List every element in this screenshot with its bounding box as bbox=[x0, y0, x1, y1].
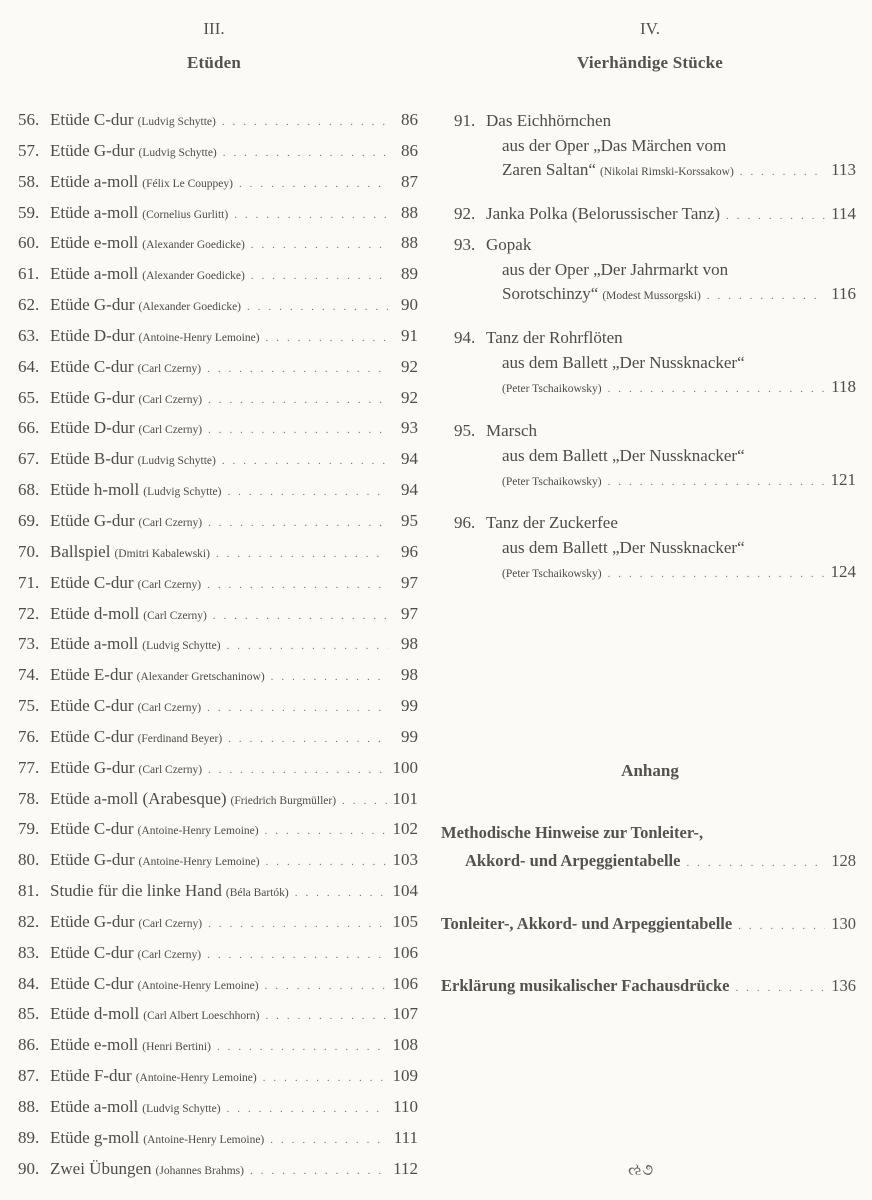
entry-number: 72. bbox=[18, 603, 40, 623]
toc-entry-91[interactable]: 91. Das Eichhörnchen aus der Oper „Das Märchen vom Zaren Saltan“ (Nikolai Rimski-Korssakow) . . . 113 bbox=[454, 111, 856, 185]
page-number: 99 bbox=[401, 696, 418, 716]
entry-title: Etüde B-dur bbox=[50, 449, 134, 469]
entry-composer: (Dmitri Kabalewski) bbox=[114, 547, 210, 560]
dot-leader bbox=[266, 856, 387, 868]
entry-composer: (Carl Czerny) bbox=[138, 516, 203, 529]
toc-entry-72[interactable] bbox=[18, 604, 418, 635]
entry-number: 76. bbox=[18, 726, 40, 746]
entry-number: 89. bbox=[18, 1127, 40, 1147]
toc-entry-69[interactable] bbox=[18, 511, 418, 542]
dot-leader bbox=[265, 980, 387, 992]
page-number: 107 bbox=[392, 1004, 418, 1024]
page-number: 94 bbox=[401, 480, 418, 500]
dot-leader bbox=[726, 210, 825, 222]
toc-entry-59[interactable] bbox=[18, 203, 418, 234]
page-number: 130 bbox=[831, 914, 856, 933]
entry-number: 61. bbox=[18, 264, 40, 284]
page-number: 97 bbox=[401, 603, 418, 623]
page-number: 88 bbox=[401, 202, 418, 222]
page-number: 88 bbox=[401, 233, 418, 253]
toc-entry-94[interactable]: 94. Tanz der Rohrflöten aus dem Ballett „Der Nussknacker“ (Peter Tschaikowsky) . . . 118 bbox=[454, 328, 856, 402]
ornament-icon: ઌ૭ bbox=[628, 1162, 654, 1179]
page-number: 98 bbox=[401, 634, 418, 654]
dot-leader bbox=[223, 147, 388, 159]
entry-composer: (Antoine-Henry Lemoine) bbox=[138, 856, 260, 869]
entry-number: 82. bbox=[18, 911, 40, 931]
entry-title: Etüde C-dur bbox=[50, 110, 134, 129]
page-number: 136 bbox=[831, 976, 856, 995]
page-number: 95 bbox=[401, 510, 418, 530]
entry-title: Etüde D-dur bbox=[50, 418, 135, 438]
entry-title: Etüde F-dur bbox=[50, 1066, 132, 1086]
entry-composer: (Antoine-Henry Lemoine) bbox=[138, 331, 260, 344]
toc-entry-65[interactable] bbox=[18, 388, 418, 419]
dot-leader bbox=[740, 166, 825, 178]
entry-composer: (Johannes Brahms) bbox=[155, 1164, 244, 1177]
etueden-toc-list bbox=[18, 110, 418, 1190]
entry-composer: (Alexander Goedicke) bbox=[138, 301, 242, 314]
dot-leader bbox=[208, 424, 388, 436]
dot-leader bbox=[208, 394, 388, 406]
dot-leader bbox=[251, 270, 388, 282]
entry-title: Etüde C-dur bbox=[50, 726, 134, 746]
entry-number: 67. bbox=[18, 449, 40, 469]
toc-entry-78[interactable] bbox=[18, 789, 418, 820]
entry-composer: (Henri Bertini) bbox=[142, 1041, 211, 1054]
toc-entry-87[interactable] bbox=[18, 1066, 418, 1097]
entry-composer: (Antoine-Henry Lemoine) bbox=[135, 1072, 257, 1085]
entry-title: Etüde e-moll bbox=[50, 233, 139, 253]
anhang-entry-fachausdruecke[interactable]: Erklärung musikalischer Fachausdrücke . . . 136 bbox=[441, 976, 856, 1004]
page-number: 97 bbox=[401, 572, 418, 592]
section-title: Vierhändige Stücke bbox=[576, 53, 724, 72]
dot-leader bbox=[608, 476, 825, 488]
page-number: 86 bbox=[401, 140, 418, 160]
dot-leader bbox=[266, 332, 388, 344]
entry-title: Etüde a-moll bbox=[50, 264, 139, 284]
entry-composer: (Carl Czerny) bbox=[137, 948, 202, 961]
page-number: 105 bbox=[392, 911, 418, 931]
toc-entry-90[interactable] bbox=[18, 1159, 418, 1190]
entry-title: Etüde G-dur bbox=[50, 140, 135, 160]
dot-leader bbox=[707, 290, 825, 302]
dot-leader bbox=[207, 702, 388, 714]
toc-entry-93[interactable]: 93. Gopak aus der Oper „Der Jahrmarkt von Sorotschinzy“ (Modest Mussorgski) . . . 116 bbox=[454, 235, 856, 309]
toc-entry-60[interactable] bbox=[18, 233, 418, 264]
dot-leader bbox=[265, 825, 387, 837]
entry-title: Etüde C-dur bbox=[50, 973, 134, 993]
dot-leader bbox=[342, 795, 386, 807]
entry-title: Etüde g-moll bbox=[50, 1127, 140, 1147]
toc-entry-95[interactable]: 95. Marsch aus dem Ballett „Der Nussknacker“ (Peter Tschaikowsky) . . . 121 bbox=[454, 421, 856, 495]
page-number: 86 bbox=[401, 110, 418, 129]
page-number: 98 bbox=[401, 665, 418, 685]
entry-composer: (Ludvig Schytte) bbox=[137, 455, 216, 468]
entry-title: Etüde a-moll (Arabesque) bbox=[50, 788, 227, 808]
entry-title: Etüde G-dur bbox=[50, 387, 135, 407]
page-number: 101 bbox=[392, 788, 418, 808]
entry-title: Etüde E-dur bbox=[50, 665, 133, 685]
toc-entry-75[interactable] bbox=[18, 696, 418, 727]
entry-number: 64. bbox=[18, 356, 40, 376]
toc-entry-76[interactable] bbox=[18, 727, 418, 758]
entry-composer: (Carl Czerny) bbox=[138, 917, 203, 930]
entry-number: 83. bbox=[18, 942, 40, 962]
entry-number: 80. bbox=[18, 850, 40, 870]
entry-title: Etüde a-moll bbox=[50, 1097, 139, 1116]
page-number: 106 bbox=[392, 942, 418, 962]
toc-entry-89[interactable] bbox=[18, 1128, 418, 1159]
toc-entry-81[interactable] bbox=[18, 881, 418, 912]
toc-entry-71[interactable] bbox=[18, 573, 418, 604]
entry-title: Etüde a-moll bbox=[50, 202, 139, 222]
entry-composer: (Carl Czerny) bbox=[138, 763, 203, 776]
entry-number: 63. bbox=[18, 325, 40, 345]
entry-number: 59. bbox=[18, 202, 40, 222]
dot-leader bbox=[208, 517, 388, 529]
dot-leader bbox=[738, 920, 825, 932]
dot-leader bbox=[217, 1041, 387, 1053]
entry-title: Etüde C-dur bbox=[50, 356, 134, 376]
toc-entry-92[interactable]: 92. Janka Polka (Belorussischer Tanz) . . . 114 bbox=[454, 204, 856, 229]
dot-leader bbox=[265, 1010, 386, 1022]
toc-entry-84[interactable] bbox=[18, 974, 418, 1005]
toc-entry-80[interactable] bbox=[18, 850, 418, 881]
dot-leader bbox=[227, 486, 388, 498]
entry-composer: (Ferdinand Beyer) bbox=[137, 732, 223, 745]
entry-title: Etüde D-dur bbox=[50, 325, 135, 345]
toc-entry-86[interactable] bbox=[18, 1035, 418, 1066]
entry-composer: (Félix Le Couppey) bbox=[142, 177, 233, 190]
entry-title: Etüde C-dur bbox=[50, 819, 134, 839]
entry-number: 90. bbox=[18, 1158, 40, 1178]
page-number: 108 bbox=[392, 1035, 418, 1055]
dot-leader bbox=[263, 1072, 387, 1084]
page-number: 91 bbox=[401, 325, 418, 345]
entry-title: Etüde a-moll bbox=[50, 171, 139, 191]
section-number: IV. bbox=[640, 19, 660, 38]
dot-leader bbox=[222, 116, 388, 128]
section-heading-vierhaendige bbox=[440, 19, 860, 73]
toc-entry-73[interactable] bbox=[18, 634, 418, 665]
entry-number: 84. bbox=[18, 973, 40, 993]
toc-entry-63[interactable] bbox=[18, 326, 418, 357]
entry-number: 74. bbox=[18, 665, 40, 685]
dot-leader bbox=[239, 178, 388, 190]
toc-entry-85[interactable] bbox=[18, 1004, 418, 1035]
entry-number: 78. bbox=[18, 788, 40, 808]
entry-number: 77. bbox=[18, 757, 40, 777]
entry-number: 70. bbox=[18, 541, 40, 561]
toc-entry-64[interactable] bbox=[18, 357, 418, 388]
entry-number: 68. bbox=[18, 480, 40, 500]
entry-composer: (Cornelius Gurlitt) bbox=[142, 208, 229, 221]
anhang-entry-tonleitertabelle[interactable]: Tonleiter-, Akkord- und Arpeggientabelle . . . 130 bbox=[441, 914, 856, 942]
entry-title: Etüde d-moll bbox=[50, 1004, 140, 1024]
page-number: 109 bbox=[392, 1066, 418, 1086]
page-number: 104 bbox=[392, 881, 418, 901]
entry-composer: (Ludvig Schytte) bbox=[142, 640, 221, 653]
section-title: Etüden bbox=[186, 53, 242, 72]
page-number: 116 bbox=[831, 284, 856, 303]
toc-entry-79[interactable] bbox=[18, 819, 418, 850]
page-number: 110 bbox=[393, 1097, 418, 1116]
page-number: 100 bbox=[392, 757, 418, 777]
dot-leader bbox=[234, 209, 388, 221]
entry-title: Etüde G-dur bbox=[50, 911, 135, 931]
entry-title: Etüde C-dur bbox=[50, 942, 134, 962]
dot-leader bbox=[208, 764, 386, 776]
dot-leader bbox=[216, 548, 388, 560]
entry-number: 86. bbox=[18, 1035, 40, 1055]
entry-composer: (Antoine-Henry Lemoine) bbox=[137, 979, 259, 992]
entry-composer: (Carl Czerny) bbox=[138, 424, 203, 437]
entry-title: Etüde G-dur bbox=[50, 295, 135, 315]
section-number: III. bbox=[203, 19, 225, 38]
entry-composer: (Béla Bartók) bbox=[225, 887, 289, 900]
entry-title: Etüde d-moll bbox=[50, 603, 140, 623]
dot-leader bbox=[250, 1165, 387, 1177]
entry-number: 73. bbox=[18, 634, 40, 654]
entry-title: Etüde a-moll bbox=[50, 634, 139, 654]
dot-leader bbox=[227, 640, 388, 652]
toc-entry-61[interactable] bbox=[18, 264, 418, 295]
page-number: 89 bbox=[401, 264, 418, 284]
entry-number: 65. bbox=[18, 387, 40, 407]
entry-number: 71. bbox=[18, 572, 40, 592]
entry-number: 69. bbox=[18, 510, 40, 530]
entry-composer: (Alexander Goedicke) bbox=[142, 239, 245, 252]
page-number: 99 bbox=[401, 726, 418, 746]
toc-entry-66[interactable] bbox=[18, 418, 418, 449]
toc-entry-82[interactable] bbox=[18, 912, 418, 943]
entry-title: Etüde C-dur bbox=[50, 572, 134, 592]
page-number: 118 bbox=[831, 377, 856, 396]
entry-title: Etüde G-dur bbox=[50, 757, 135, 777]
toc-entry-74[interactable] bbox=[18, 665, 418, 696]
page-number: 114 bbox=[831, 204, 856, 223]
entry-number: 62. bbox=[18, 295, 40, 315]
dot-leader bbox=[222, 455, 388, 467]
entry-title: Zwei Übungen bbox=[50, 1158, 152, 1178]
entry-composer: (Antoine-Henry Lemoine) bbox=[137, 825, 259, 838]
page-number: 111 bbox=[393, 1127, 418, 1147]
entry-title: Etüde e-moll bbox=[50, 1035, 139, 1055]
dot-leader bbox=[207, 949, 386, 961]
entry-composer: (Carl Czerny) bbox=[143, 609, 207, 622]
entry-number: 60. bbox=[18, 233, 40, 253]
page-number: 90 bbox=[401, 295, 418, 315]
page-number: 87 bbox=[401, 171, 418, 191]
page-number: 102 bbox=[392, 819, 418, 839]
dot-leader bbox=[213, 610, 388, 622]
entry-number: 85. bbox=[18, 1004, 40, 1024]
entry-composer: (Carl Czerny) bbox=[137, 578, 202, 591]
anhang-heading: Anhang bbox=[621, 761, 679, 780]
entry-title: Etüde C-dur bbox=[50, 696, 134, 716]
anhang-entry-methodische-hinweise[interactable]: Methodische Hinweise zur Tonleiter-, Akkord- und Arpeggientabelle . . . 128 bbox=[441, 823, 856, 879]
entry-number: 79. bbox=[18, 819, 40, 839]
entry-title: Etüde h-moll bbox=[50, 480, 140, 500]
dot-leader bbox=[228, 733, 388, 745]
page-number: 124 bbox=[830, 562, 856, 581]
toc-entry-70[interactable] bbox=[18, 542, 418, 573]
page-number: 128 bbox=[831, 851, 856, 870]
page-number: 94 bbox=[401, 449, 418, 469]
entry-composer: (Carl Czerny) bbox=[137, 362, 202, 375]
page-number: 92 bbox=[401, 356, 418, 376]
dot-leader bbox=[271, 671, 388, 683]
entry-composer: (Ludvig Schytte) bbox=[138, 146, 217, 159]
toc-entry-96[interactable]: 96. Tanz der Zuckerfee aus dem Ballett „Der Nussknacker“ (Peter Tschaikowsky) . . . 124 bbox=[454, 513, 856, 587]
toc-entry-56[interactable] bbox=[18, 110, 418, 141]
page-number: 113 bbox=[831, 160, 856, 179]
entry-title: Ballspiel bbox=[50, 541, 111, 561]
toc-entry-67[interactable] bbox=[18, 449, 418, 480]
dot-leader bbox=[207, 363, 388, 375]
entry-number: 57. bbox=[18, 140, 40, 160]
page-number: 112 bbox=[393, 1158, 418, 1178]
entry-number: 75. bbox=[18, 696, 40, 716]
toc-entry-62[interactable] bbox=[18, 295, 418, 326]
toc-entry-83[interactable] bbox=[18, 943, 418, 974]
entry-composer: (Carl Albert Loeschhorn) bbox=[143, 1010, 260, 1023]
entry-composer: (Ludvig Schytte) bbox=[143, 486, 222, 499]
entry-composer: (Carl Czerny) bbox=[138, 393, 203, 406]
dot-leader bbox=[207, 579, 388, 591]
toc-entry-77[interactable] bbox=[18, 758, 418, 789]
page-number: 92 bbox=[401, 387, 418, 407]
dot-leader bbox=[227, 1103, 388, 1115]
entry-composer: (Antoine-Henry Lemoine) bbox=[143, 1133, 265, 1146]
dot-leader bbox=[295, 887, 387, 899]
entry-title: Etüde G-dur bbox=[50, 850, 135, 870]
toc-entry-68[interactable] bbox=[18, 480, 418, 511]
page-number: 121 bbox=[830, 470, 856, 489]
entry-title: Studie für die linke Hand bbox=[50, 881, 222, 901]
section-heading-etueden bbox=[0, 19, 428, 73]
entry-number: 81. bbox=[18, 881, 40, 901]
entry-composer: (Alexander Gretschaninow) bbox=[136, 671, 265, 684]
entry-composer: (Ludvig Schytte) bbox=[142, 1103, 221, 1115]
dot-leader bbox=[270, 1134, 387, 1146]
entry-number: 87. bbox=[18, 1066, 40, 1086]
dot-leader bbox=[735, 982, 825, 994]
toc-entry-57[interactable] bbox=[18, 141, 418, 172]
entry-composer: (Friedrich Burgmüller) bbox=[230, 794, 337, 807]
entry-number: 58. bbox=[18, 171, 40, 191]
entry-title: Etüde G-dur bbox=[50, 510, 135, 530]
entry-composer: (Alexander Goedicke) bbox=[142, 270, 245, 283]
entry-composer: (Carl Czerny) bbox=[137, 702, 202, 715]
entry-number: 66. bbox=[18, 418, 40, 438]
toc-entry-88[interactable] bbox=[18, 1097, 418, 1128]
page-number: 103 bbox=[392, 850, 418, 870]
toc-entry-58[interactable] bbox=[18, 172, 418, 203]
entry-number: 88. bbox=[18, 1097, 40, 1116]
page-number: 96 bbox=[401, 541, 418, 561]
dot-leader bbox=[686, 857, 825, 869]
entry-composer: (Ludvig Schytte) bbox=[137, 116, 216, 128]
page-number: 93 bbox=[401, 418, 418, 438]
page-number: 106 bbox=[392, 973, 418, 993]
dot-leader bbox=[608, 383, 826, 395]
dot-leader bbox=[247, 301, 388, 313]
dot-leader bbox=[251, 239, 388, 251]
entry-number: 56. bbox=[18, 110, 40, 129]
dot-leader bbox=[208, 918, 386, 930]
dot-leader bbox=[608, 568, 825, 580]
